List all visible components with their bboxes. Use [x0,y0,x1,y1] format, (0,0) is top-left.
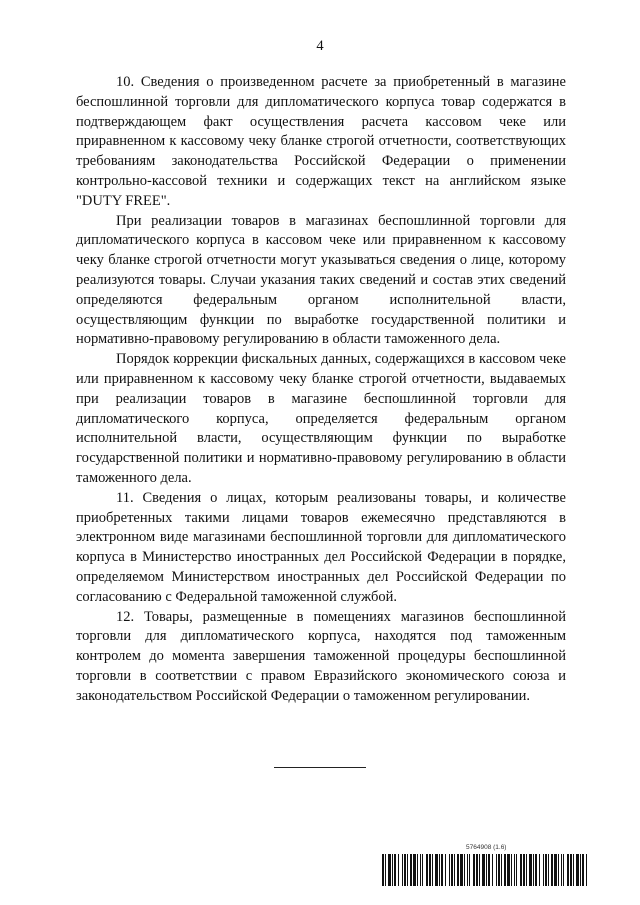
barcode-block [382,844,590,888]
page-number: 4 [316,38,324,54]
paragraph-item-11: 11. Сведения о лицах, которым реализованы товары, и количестве приобретенных такими лицами товаров ежемесячно представляются в электронном виде магазинами беспошлинной торговли для дипломатического корпуса в Министерство иностранных дел Российской Федерации в порядке, определяемом Министерством иностранных дел Российской Федерации по согласованию с Федеральной таможенной службой. [76,489,566,605]
paragraph-item-12: 12. Товары, размещенные в помещениях магазинов беспошлинной торговли для дипломатического корпуса, находятся под таможенным контролем до момента завершения таможенной процедуры беспошлинной торговли в соответствии с правом Евразийского экономического союза и законодательством Российской Федерации о таможенном регулировании. [76,608,566,704]
paragraph-receipt-buyer-info: При реализации товаров в магазинах беспошлинной торговли для дипломатического корпуса в кассовом чеке или приравненном к кассовому чеку бланке строгой отчетности могут указываться сведения о лице, которому реализуются товары. Случаи указания таких сведений и состав этих сведений определяются федеральным органом исполнительной власти, осуществляющим функции по выработке государственной политики и нормативно-правовому регулированию в области таможенного дела. [76,212,566,348]
paragraph-fiscal-correction: Порядок коррекции фискальных данных, содержащихся в кассовом чеке или приравненном к кассовому чеку бланке строгой отчетности, выдаваемых при реализации товаров в магазине беспошлинной торговли для дипломатического корпуса, определяется федеральным органом исполнительной власти, осуществляющим функции по выработке государственной политики и нормативно-правовому регулированию в области таможенного дела. [76,351,566,486]
body-text [76,73,566,707]
paragraph-item-10: 10. Сведения о произведенном расчете за приобретенный в магазине беспошлинной торговли для дипломатического корпуса товар содержатся в подтверждающем факт осуществления расчета кассовом чеке или приравненном к кассовому чеку бланке строгой отчетности, соответствующих требованиям законодательства Российской Федерации о применении контрольно-кассовой техники и содержащих текст на английском языке "DUTY FREE". [76,74,566,209]
end-divider [274,767,366,768]
barcode-caption: 5764908 (1.6) [466,844,507,851]
barcode-icon [382,854,590,886]
